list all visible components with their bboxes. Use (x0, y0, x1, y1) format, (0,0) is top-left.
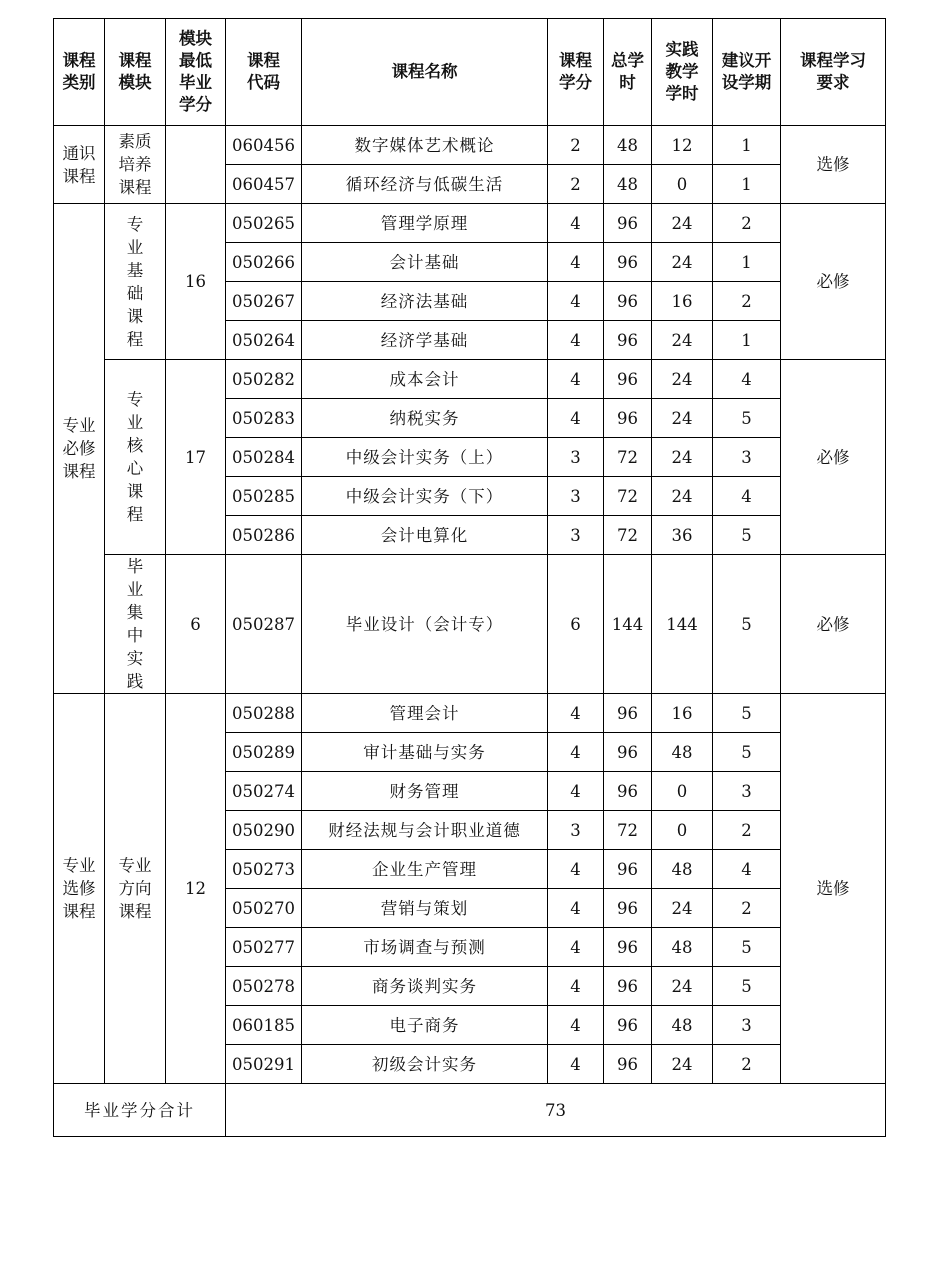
credits-cell: 4 (548, 850, 604, 889)
credits-cell: 3 (548, 516, 604, 555)
name-cell: 审计基础与实务 (302, 733, 548, 772)
hours-cell: 48 (604, 126, 652, 165)
name-cell: 经济法基础 (302, 282, 548, 321)
code-cell: 050277 (226, 928, 302, 967)
practice-cell: 24 (652, 321, 713, 360)
header-practice-hours: 实践教学学时 (652, 19, 713, 126)
code-cell: 060456 (226, 126, 302, 165)
hours-cell: 96 (604, 772, 652, 811)
semester-cell: 1 (713, 321, 781, 360)
hours-cell: 96 (604, 967, 652, 1006)
total-row (54, 1084, 886, 1137)
semester-cell: 5 (713, 399, 781, 438)
practice-cell: 24 (652, 204, 713, 243)
code-cell: 050266 (226, 243, 302, 282)
semester-cell: 2 (713, 204, 781, 243)
semester-cell: 1 (713, 126, 781, 165)
credits-cell: 2 (548, 126, 604, 165)
semester-cell: 1 (713, 165, 781, 204)
name-cell: 管理会计 (302, 694, 548, 733)
name-cell: 市场调查与预测 (302, 928, 548, 967)
min-credits-cell: 16 (166, 204, 226, 360)
hours-cell: 72 (604, 516, 652, 555)
semester-cell: 2 (713, 1045, 781, 1084)
credits-cell: 4 (548, 204, 604, 243)
name-cell: 循环经济与低碳生活 (302, 165, 548, 204)
credits-cell: 4 (548, 399, 604, 438)
hours-cell: 96 (604, 733, 652, 772)
min-credits-cell: 17 (166, 360, 226, 555)
practice-cell: 0 (652, 811, 713, 850)
practice-cell: 48 (652, 1006, 713, 1045)
category-cell: 专业选修课程 (54, 694, 105, 1084)
semester-cell: 5 (713, 967, 781, 1006)
hours-cell: 96 (604, 360, 652, 399)
requirement-cell: 选修 (781, 694, 886, 1084)
semester-cell: 2 (713, 811, 781, 850)
semester-cell: 2 (713, 282, 781, 321)
min-credits-cell: 12 (166, 694, 226, 1084)
name-cell: 财经法规与会计职业道德 (302, 811, 548, 850)
code-cell: 050285 (226, 477, 302, 516)
practice-cell: 24 (652, 438, 713, 477)
hours-cell: 96 (604, 204, 652, 243)
code-cell: 050287 (226, 555, 302, 694)
semester-cell: 5 (713, 694, 781, 733)
module-cell: 专业方向课程 (105, 694, 166, 1084)
code-cell: 060185 (226, 1006, 302, 1045)
credits-cell: 3 (548, 477, 604, 516)
hours-cell: 96 (604, 694, 652, 733)
practice-cell: 48 (652, 850, 713, 889)
code-cell: 050273 (226, 850, 302, 889)
code-cell: 050291 (226, 1045, 302, 1084)
credits-cell: 4 (548, 1045, 604, 1084)
credits-cell: 4 (548, 967, 604, 1006)
category-cell: 专业必修课程 (54, 204, 105, 694)
code-cell: 050286 (226, 516, 302, 555)
practice-cell: 144 (652, 555, 713, 694)
curriculum-table (53, 18, 886, 1137)
practice-cell: 24 (652, 477, 713, 516)
practice-cell: 48 (652, 928, 713, 967)
min-credits-cell: 6 (166, 555, 226, 694)
module-cell: 素质培养课程 (105, 126, 166, 204)
practice-cell: 24 (652, 243, 713, 282)
code-cell: 050288 (226, 694, 302, 733)
code-cell: 060457 (226, 165, 302, 204)
hours-cell: 96 (604, 243, 652, 282)
requirement-cell: 必修 (781, 555, 886, 694)
credits-cell: 4 (548, 733, 604, 772)
hours-cell: 96 (604, 889, 652, 928)
code-cell: 050270 (226, 889, 302, 928)
name-cell: 中级会计实务（下） (302, 477, 548, 516)
practice-cell: 24 (652, 889, 713, 928)
module-cell: 毕业集中实践 (105, 555, 166, 694)
practice-cell: 24 (652, 399, 713, 438)
semester-cell: 5 (713, 516, 781, 555)
credits-cell: 4 (548, 694, 604, 733)
code-cell: 050289 (226, 733, 302, 772)
header-min-credits: 模块最低毕业学分 (166, 19, 226, 126)
semester-cell: 4 (713, 360, 781, 399)
code-cell: 050283 (226, 399, 302, 438)
semester-cell: 4 (713, 477, 781, 516)
name-cell: 纳税实务 (302, 399, 548, 438)
hours-cell: 96 (604, 321, 652, 360)
table-row (54, 204, 886, 243)
credits-cell: 4 (548, 360, 604, 399)
semester-cell: 3 (713, 772, 781, 811)
header-category: 课程类别 (54, 19, 105, 126)
credits-cell: 3 (548, 811, 604, 850)
module-cell: 专业核心课程 (105, 360, 166, 555)
code-cell: 050267 (226, 282, 302, 321)
code-cell: 050278 (226, 967, 302, 1006)
hours-cell: 96 (604, 1045, 652, 1084)
name-cell: 会计基础 (302, 243, 548, 282)
credits-cell: 4 (548, 772, 604, 811)
hours-cell: 144 (604, 555, 652, 694)
practice-cell: 0 (652, 165, 713, 204)
hours-cell: 72 (604, 438, 652, 477)
practice-cell: 16 (652, 282, 713, 321)
min-credits-cell (166, 126, 226, 204)
code-cell: 050282 (226, 360, 302, 399)
module-cell: 专业基础课程 (105, 204, 166, 360)
code-cell: 050284 (226, 438, 302, 477)
total-label: 毕业学分合计 (54, 1084, 226, 1137)
table-row (54, 126, 886, 165)
credits-cell: 4 (548, 282, 604, 321)
credits-cell: 4 (548, 321, 604, 360)
name-cell: 电子商务 (302, 1006, 548, 1045)
name-cell: 营销与策划 (302, 889, 548, 928)
header-module: 课程模块 (105, 19, 166, 126)
name-cell: 管理学原理 (302, 204, 548, 243)
hours-cell: 48 (604, 165, 652, 204)
name-cell: 商务谈判实务 (302, 967, 548, 1006)
hours-cell: 96 (604, 282, 652, 321)
name-cell: 财务管理 (302, 772, 548, 811)
header-row (54, 19, 886, 126)
credits-cell: 4 (548, 1006, 604, 1045)
hours-cell: 72 (604, 477, 652, 516)
name-cell: 经济学基础 (302, 321, 548, 360)
name-cell: 成本会计 (302, 360, 548, 399)
header-code: 课程代码 (226, 19, 302, 126)
practice-cell: 48 (652, 733, 713, 772)
header-name: 课程名称 (302, 19, 548, 126)
hours-cell: 96 (604, 850, 652, 889)
semester-cell: 5 (713, 928, 781, 967)
semester-cell: 3 (713, 438, 781, 477)
practice-cell: 0 (652, 772, 713, 811)
code-cell: 050290 (226, 811, 302, 850)
name-cell: 企业生产管理 (302, 850, 548, 889)
total-value: 73 (226, 1084, 886, 1137)
header-semester: 建议开设学期 (713, 19, 781, 126)
name-cell: 初级会计实务 (302, 1045, 548, 1084)
header-credits: 课程学分 (548, 19, 604, 126)
name-cell: 会计电算化 (302, 516, 548, 555)
requirement-cell: 必修 (781, 204, 886, 360)
semester-cell: 5 (713, 733, 781, 772)
semester-cell: 3 (713, 1006, 781, 1045)
practice-cell: 16 (652, 694, 713, 733)
requirement-cell: 必修 (781, 360, 886, 555)
semester-cell: 1 (713, 243, 781, 282)
credits-cell: 4 (548, 889, 604, 928)
hours-cell: 96 (604, 1006, 652, 1045)
name-cell: 中级会计实务（上） (302, 438, 548, 477)
hours-cell: 96 (604, 399, 652, 438)
code-cell: 050274 (226, 772, 302, 811)
semester-cell: 2 (713, 889, 781, 928)
hours-cell: 96 (604, 928, 652, 967)
code-cell: 050265 (226, 204, 302, 243)
table-row (54, 694, 886, 733)
practice-cell: 24 (652, 1045, 713, 1084)
credits-cell: 4 (548, 243, 604, 282)
credits-cell: 6 (548, 555, 604, 694)
credits-cell: 3 (548, 438, 604, 477)
semester-cell: 4 (713, 850, 781, 889)
code-cell: 050264 (226, 321, 302, 360)
credits-cell: 4 (548, 928, 604, 967)
header-requirement: 课程学习要求 (781, 19, 886, 126)
practice-cell: 36 (652, 516, 713, 555)
category-cell: 通识课程 (54, 126, 105, 204)
credits-cell: 2 (548, 165, 604, 204)
practice-cell: 24 (652, 360, 713, 399)
table-row (54, 555, 886, 694)
name-cell: 数字媒体艺术概论 (302, 126, 548, 165)
name-cell: 毕业设计（会计专） (302, 555, 548, 694)
practice-cell: 12 (652, 126, 713, 165)
hours-cell: 72 (604, 811, 652, 850)
header-total-hours: 总学时 (604, 19, 652, 126)
semester-cell: 5 (713, 555, 781, 694)
practice-cell: 24 (652, 967, 713, 1006)
requirement-cell: 选修 (781, 126, 886, 204)
table-row (54, 360, 886, 399)
